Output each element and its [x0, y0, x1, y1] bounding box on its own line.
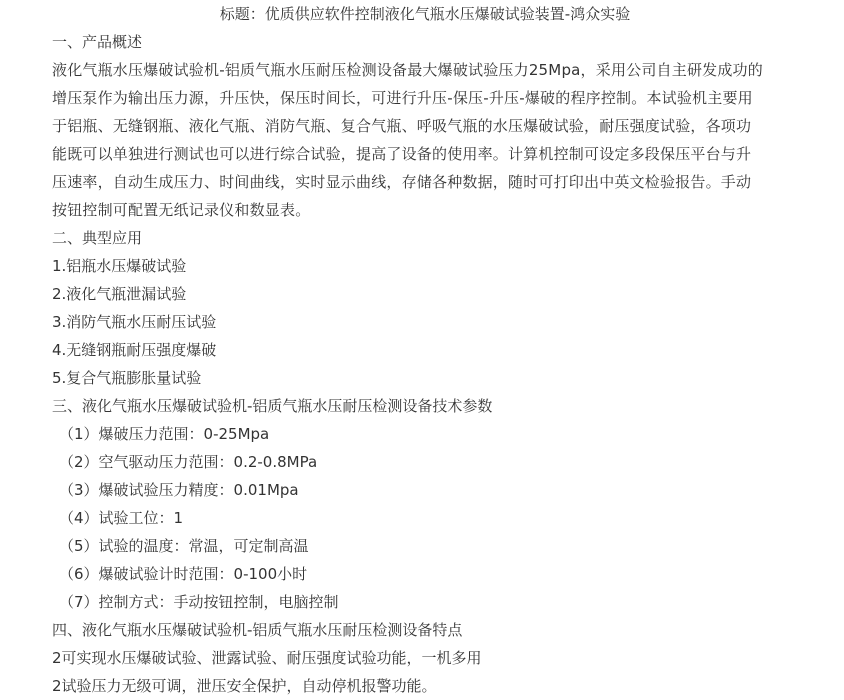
- parameter-item: （4）试验工位：1: [59, 509, 184, 527]
- overview-line: 能既可以单独进行测试也可以进行综合试验，提高了设备的使用率。计算机控制可设定多段保压平台与升: [52, 145, 752, 163]
- application-item: 5.复合气瓶膨胀量试验: [52, 369, 202, 387]
- application-item: 4.无缝钢瓶耐压强度爆破: [52, 341, 217, 359]
- section-heading-features: 四、液化气瓶水压爆破试验机-铝质气瓶水压耐压检测设备特点: [52, 621, 463, 639]
- feature-item: 2试验压力无级可调，泄压安全保护，自动停机报警功能。: [52, 677, 437, 695]
- parameter-item: （5）试验的温度：常温，可定制高温: [59, 537, 309, 555]
- overview-line: 液化气瓶水压爆破试验机-铝质气瓶水压耐压检测设备最大爆破试验压力25Mpa，采用公司自主研发成功的: [52, 61, 763, 79]
- feature-item: 2可实现水压爆破试验、泄露试验、耐压强度试验功能，一机多用: [52, 649, 482, 667]
- parameter-item: （3）爆破试验压力精度：0.01Mpa: [59, 481, 299, 499]
- overview-paragraph: [52, 56, 808, 224]
- page-title: 标题：优质供应软件控制液化气瓶水压爆破试验装置-鸿众实验: [219, 5, 631, 23]
- parameter-item: （7）控制方式：手动按钮控制，电脑控制: [59, 593, 339, 611]
- section-heading-parameters: 三、液化气瓶水压爆破试验机-铝质气瓶水压耐压检测设备技术参数: [52, 397, 493, 415]
- section-heading-applications: 二、典型应用: [52, 229, 143, 247]
- parameter-item: （1）爆破压力范围：0-25Mpa: [59, 425, 270, 443]
- application-item: 3.消防气瓶水压耐压试验: [52, 313, 217, 331]
- overview-line: 于铝瓶、无缝钢瓶、液化气瓶、消防气瓶、复合气瓶、呼吸气瓶的水压爆破试验，耐压强度试验，各项功: [52, 117, 752, 135]
- application-item: 2.液化气瓶泄漏试验: [52, 285, 187, 303]
- application-item: 1.铝瓶水压爆破试验: [52, 257, 187, 275]
- overview-line: 增压泵作为输出压力源，升压快，保压时间长，可进行升压-保压-升压-爆破的程序控制。本试验机主要用: [52, 89, 753, 107]
- section-heading-overview: 一、产品概述: [52, 33, 143, 51]
- overview-line: 按钮控制可配置无纸记录仪和数显表。: [52, 201, 311, 219]
- parameter-item: （6）爆破试验计时范围：0-100小时: [59, 565, 308, 583]
- parameter-item: （2）空气驱动压力范围：0.2-0.8MPa: [59, 453, 318, 471]
- overview-line: 压速率，自动生成压力、时间曲线，实时显示曲线，存储各种数据，随时可打印出中英文检验报告。手动: [52, 173, 752, 191]
